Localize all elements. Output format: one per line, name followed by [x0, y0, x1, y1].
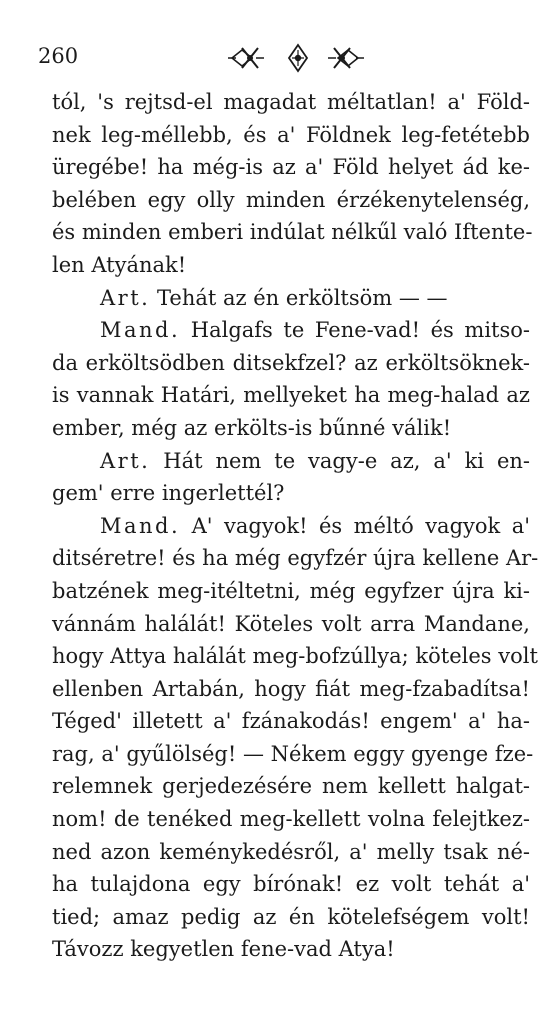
- text-line: [52, 770, 530, 803]
- text-line: [52, 347, 530, 380]
- text-line: [52, 640, 538, 673]
- text-line: [52, 184, 530, 217]
- text-line: [52, 575, 530, 608]
- speaker-name: Art.: [100, 448, 151, 473]
- dialogue-line: [52, 445, 530, 478]
- text-line: [52, 608, 530, 641]
- line-text: Tehát az én erköltsöm — —: [157, 285, 448, 310]
- speaker-name: Mand.: [100, 513, 181, 538]
- line-text: nom! de tenéked meg-kellett volna felejtkez-: [52, 807, 530, 832]
- text-line: [52, 803, 530, 836]
- text-line: [52, 412, 530, 445]
- line-text: Halgafs te Fene-vad! és mitso-: [190, 318, 530, 343]
- text-line: [52, 673, 530, 706]
- line-text: Téged' illetett a' fzánakodás! engem' a' ha-: [52, 709, 530, 734]
- line-text: ned azon keménykedésről, a' melly tsak né-: [52, 839, 530, 864]
- dialogue-line: [52, 314, 530, 347]
- speaker-name: Art.: [100, 285, 151, 310]
- page-number: 260: [38, 44, 79, 68]
- line-text: üregébe! ha még-is az a' Föld helyet ád ke-: [52, 155, 530, 180]
- line-text: len Atyának!: [52, 252, 187, 277]
- diamond-flower-icon: [289, 45, 307, 71]
- dialogue-line: [52, 510, 530, 543]
- text-line: [52, 836, 530, 869]
- line-text: da erköltsödben ditsekfzel? az erköltsöknek-: [52, 350, 530, 375]
- text-line: [52, 868, 530, 901]
- text-line: [52, 119, 530, 152]
- text-line: [52, 542, 539, 575]
- line-text: hogy Attya halálát meg-bofzúllya; köteles volt: [52, 644, 538, 669]
- text-line: [52, 151, 530, 184]
- text-line: [52, 933, 530, 966]
- line-text: tied; amaz pedig az én kötelefségem volt!: [52, 904, 530, 929]
- text-line: [52, 477, 530, 510]
- line-text: is vannak Határi, mellyeket ha meg-halad az: [52, 383, 530, 408]
- text-line: [52, 738, 534, 771]
- line-text: batzének meg-itéltetni, még egyfzer újra ki-: [52, 578, 530, 603]
- text-line: [52, 216, 533, 249]
- text-line: [52, 86, 530, 119]
- page-header: [38, 40, 508, 76]
- line-text: A' vagyok! és méltó vagyok a': [191, 513, 530, 538]
- text-line: [52, 249, 530, 282]
- text-line: [52, 379, 530, 412]
- line-text: rag, a' gyűlölség! — Nékem eggy gyenge fze-: [52, 741, 534, 766]
- line-text: gem' erre ingerlettél?: [52, 481, 285, 506]
- line-text: relemnek gerjedezésére nem kellett halgat-: [52, 774, 530, 799]
- speaker-name: Mand.: [100, 318, 181, 343]
- text-line: [52, 901, 530, 934]
- text-line: [52, 705, 530, 738]
- line-text: ember, még az erkölts-is bűnné válik!: [52, 415, 452, 440]
- line-text: ellenben Artabán, hogy fiát meg-fzabadítsa!: [52, 676, 530, 701]
- line-text: ditséretre! és ha még egyfzér újra kellene Ar-: [52, 546, 539, 571]
- fleuron-icon: [228, 48, 264, 68]
- ornament-row: [228, 42, 368, 74]
- line-text: Távozz kegyetlen fene-vad Atya!: [52, 937, 395, 962]
- line-text: Hát nem te vagy-e az, a' ki en-: [163, 448, 530, 473]
- dialogue-line: [52, 282, 530, 315]
- body-text: [52, 86, 539, 966]
- line-text: vánnám halálát! Köteles volt arra Mandane,: [52, 611, 530, 636]
- line-text: ha tulajdona egy bírónak! ez volt tehát a': [52, 872, 530, 897]
- line-text: és minden emberi indúlat nélkűl való Iftente-: [52, 220, 533, 245]
- line-text: belében egy olly minden érzékenytelenség,: [52, 187, 530, 212]
- fleuron-icon: [328, 48, 364, 68]
- line-text: nek leg-méllebb, és a' Földnek leg-fetétebb: [52, 122, 530, 147]
- line-text: tól, 's rejtsd-el magadat méltatlan! a' Föld-: [52, 90, 530, 114]
